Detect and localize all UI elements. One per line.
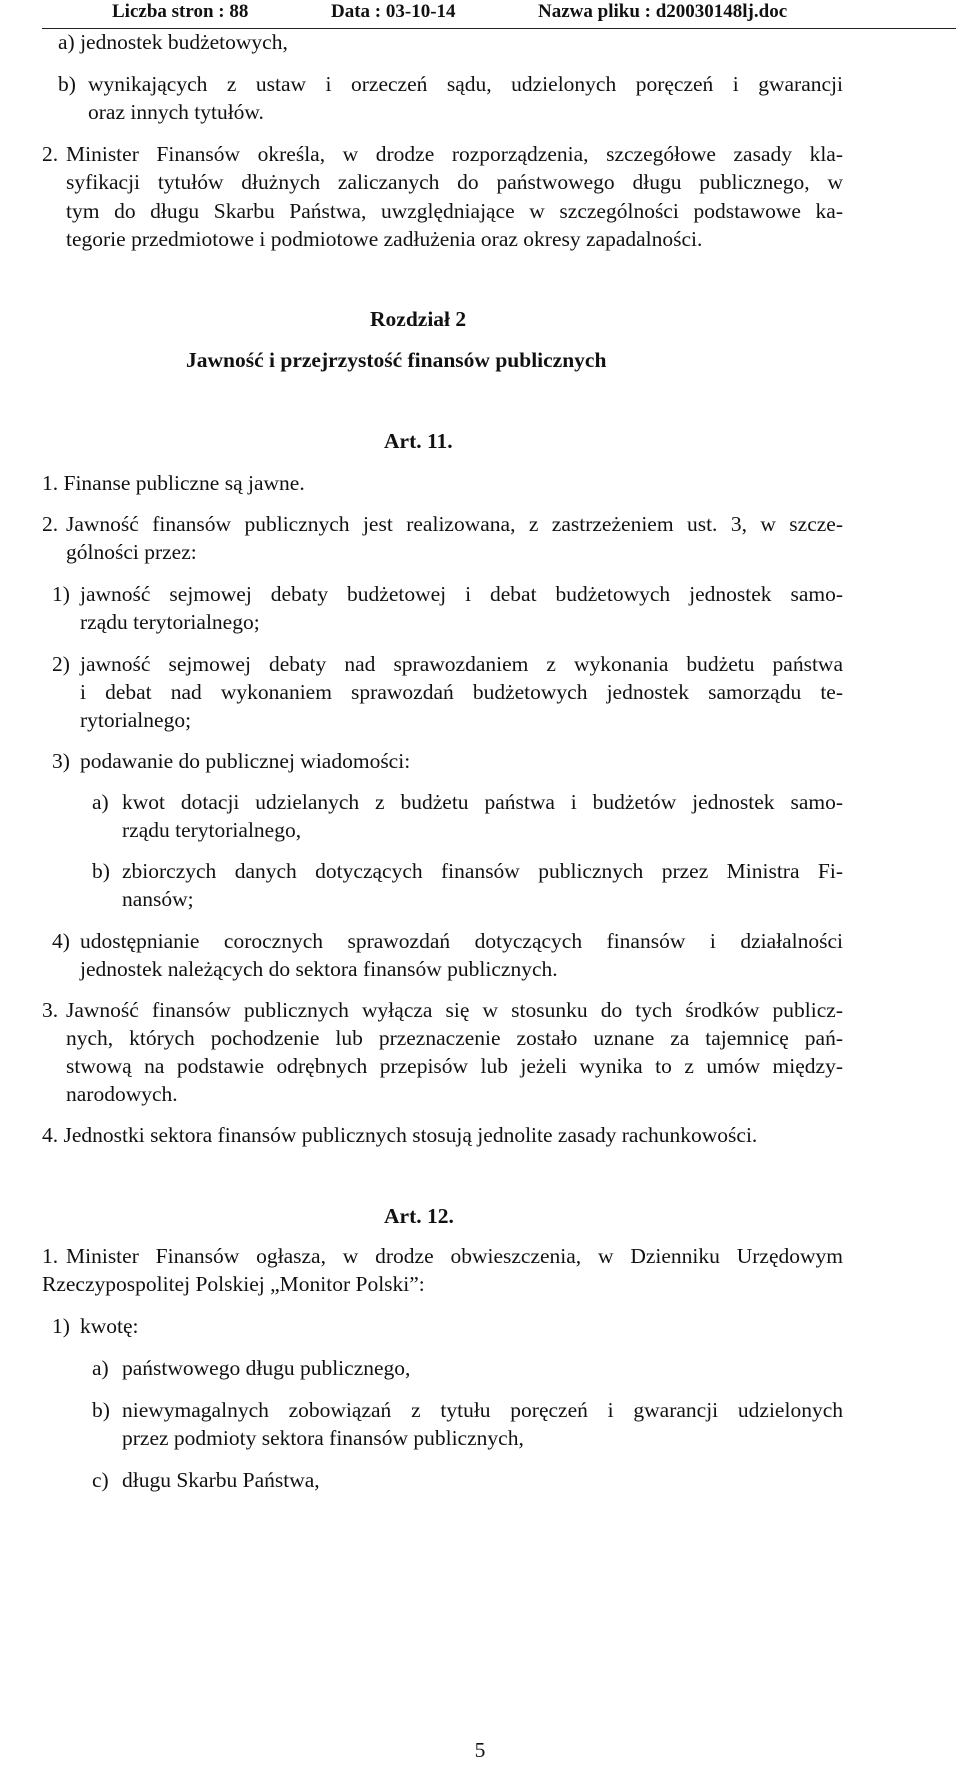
art11-para4: 4. Jednostki sektora finansów publicznych stosują jednolite zasady rachunkowości. <box>42 1123 758 1147</box>
para-line: stwową na podstawie odrębnych przepisów lub jeżeli wynika to z umów między- <box>66 1054 843 1078</box>
subitem-line: przez podmioty sektora finansów publicznych, <box>122 1426 524 1450</box>
art11-para1: 1. Finanse publiczne są jawne. <box>42 471 305 495</box>
page-number: 5 <box>474 1738 486 1762</box>
para-number: 1. <box>42 1244 59 1268</box>
para-line: Jawność finansów publicznych wyłącza się w stosunku do tych środków publicz- <box>66 998 843 1022</box>
subitem-letter: b) <box>92 1398 110 1422</box>
para-number: 3. <box>42 998 59 1022</box>
item-line: jednostek należących do sektora finansów publicznych. <box>80 957 558 981</box>
article-heading: Art. 12. <box>384 1204 454 1228</box>
para-line: syfikacji tytułów dłużnych zaliczanych do państwowego długu publicznego, w <box>66 170 843 194</box>
para-line: Minister Finansów ogłasza, w drodze obwieszczenia, w Dzienniku Urzędowym <box>66 1244 843 1268</box>
page-count-label: Liczba stron : 88 <box>112 1 249 22</box>
subitem-letter: a) <box>92 1356 109 1380</box>
subitem-letter: b) <box>92 859 110 883</box>
item-line: udostępnianie corocznych sprawozdań dotyczących finansów i działalności <box>80 929 843 953</box>
subitem-line: zbiorczych danych dotyczących finansów publicznych przez Ministra Fi- <box>122 859 843 883</box>
para-line: tegorie przedmiotowe i podmiotowe zadłużenia oraz okresy zapadalności. <box>66 227 703 251</box>
subitem-line: rządu terytorialnego, <box>122 818 302 842</box>
item-line: i debat nad wykonaniem sprawozdań budżetowych jednostek samorządu te- <box>80 680 843 704</box>
para-number: 2. <box>42 142 59 166</box>
para-line: Minister Finansów określa, w drodze rozporządzenia, szczegółowe zasady kla- <box>66 142 843 166</box>
list-item-b-line2: oraz innych tytułów. <box>88 100 264 124</box>
subitem-line: państwowego długu publicznego, <box>122 1356 411 1380</box>
item-number: 1) <box>52 1314 70 1338</box>
item-line: jawność sejmowej debaty budżetowej i debat budżetowych jednostek samo- <box>80 582 843 606</box>
item-number: 4) <box>52 929 70 953</box>
subitem-line: kwot dotacji udzielanych z budżetu państwa i budżetów jednostek samo- <box>122 790 843 814</box>
article-heading: Art. 11. <box>384 429 453 453</box>
para-line: narodowych. <box>66 1082 178 1106</box>
subitem-letter: c) <box>92 1468 109 1492</box>
item-line: rytorialnego; <box>80 708 192 732</box>
subitem-line: niewymagalnych zobowiązań z tytułu poręczeń i gwarancji udzielonych <box>122 1398 843 1422</box>
subitem-line: nansów; <box>122 887 194 911</box>
para-number: 2. <box>42 512 59 536</box>
list-item-a: a) jednostek budżetowych, <box>58 30 288 54</box>
para-line: Rzeczypospolitej Polskiej „Monitor Polski”: <box>42 1272 425 1296</box>
item-line: podawanie do publicznej wiadomości: <box>80 749 411 773</box>
para-line: tym do długu Skarbu Państwa, uwzględniające w szczególności podstawowe ka- <box>66 199 843 223</box>
subitem-letter: a) <box>92 790 109 814</box>
item-number: 1) <box>52 582 70 606</box>
item-line: jawność sejmowej debaty nad sprawozdaniem z wykonania budżetu państwa <box>80 652 843 676</box>
date-label: Data : 03-10-14 <box>331 1 456 22</box>
para-line: nych, których pochodzenie lub przeznaczenie zostało uznane za tajemnicę pań- <box>66 1026 843 1050</box>
chapter-title: Jawność i przejrzystość finansów publicznych <box>186 348 607 372</box>
item-number: 3) <box>52 749 70 773</box>
list-item-b-line1: wynikających z ustaw i orzeczeń sądu, udzielonych poręczeń i gwarancji <box>88 72 843 96</box>
list-marker-b: b) <box>58 72 76 96</box>
filename-label: Nazwa pliku : d20030148lj.doc <box>538 1 788 22</box>
subitem-line: długu Skarbu Państwa, <box>122 1468 320 1492</box>
para-line: gólności przez: <box>66 540 197 564</box>
para-line: Jawność finansów publicznych jest realizowana, z zastrzeżeniem ust. 3, w szcze- <box>66 512 843 536</box>
item-line: rządu terytorialnego; <box>80 610 260 634</box>
item-number: 2) <box>52 652 70 676</box>
document-header <box>0 0 960 28</box>
item-line: kwotę: <box>80 1314 139 1338</box>
chapter-number: Rozdział 2 <box>370 307 467 331</box>
